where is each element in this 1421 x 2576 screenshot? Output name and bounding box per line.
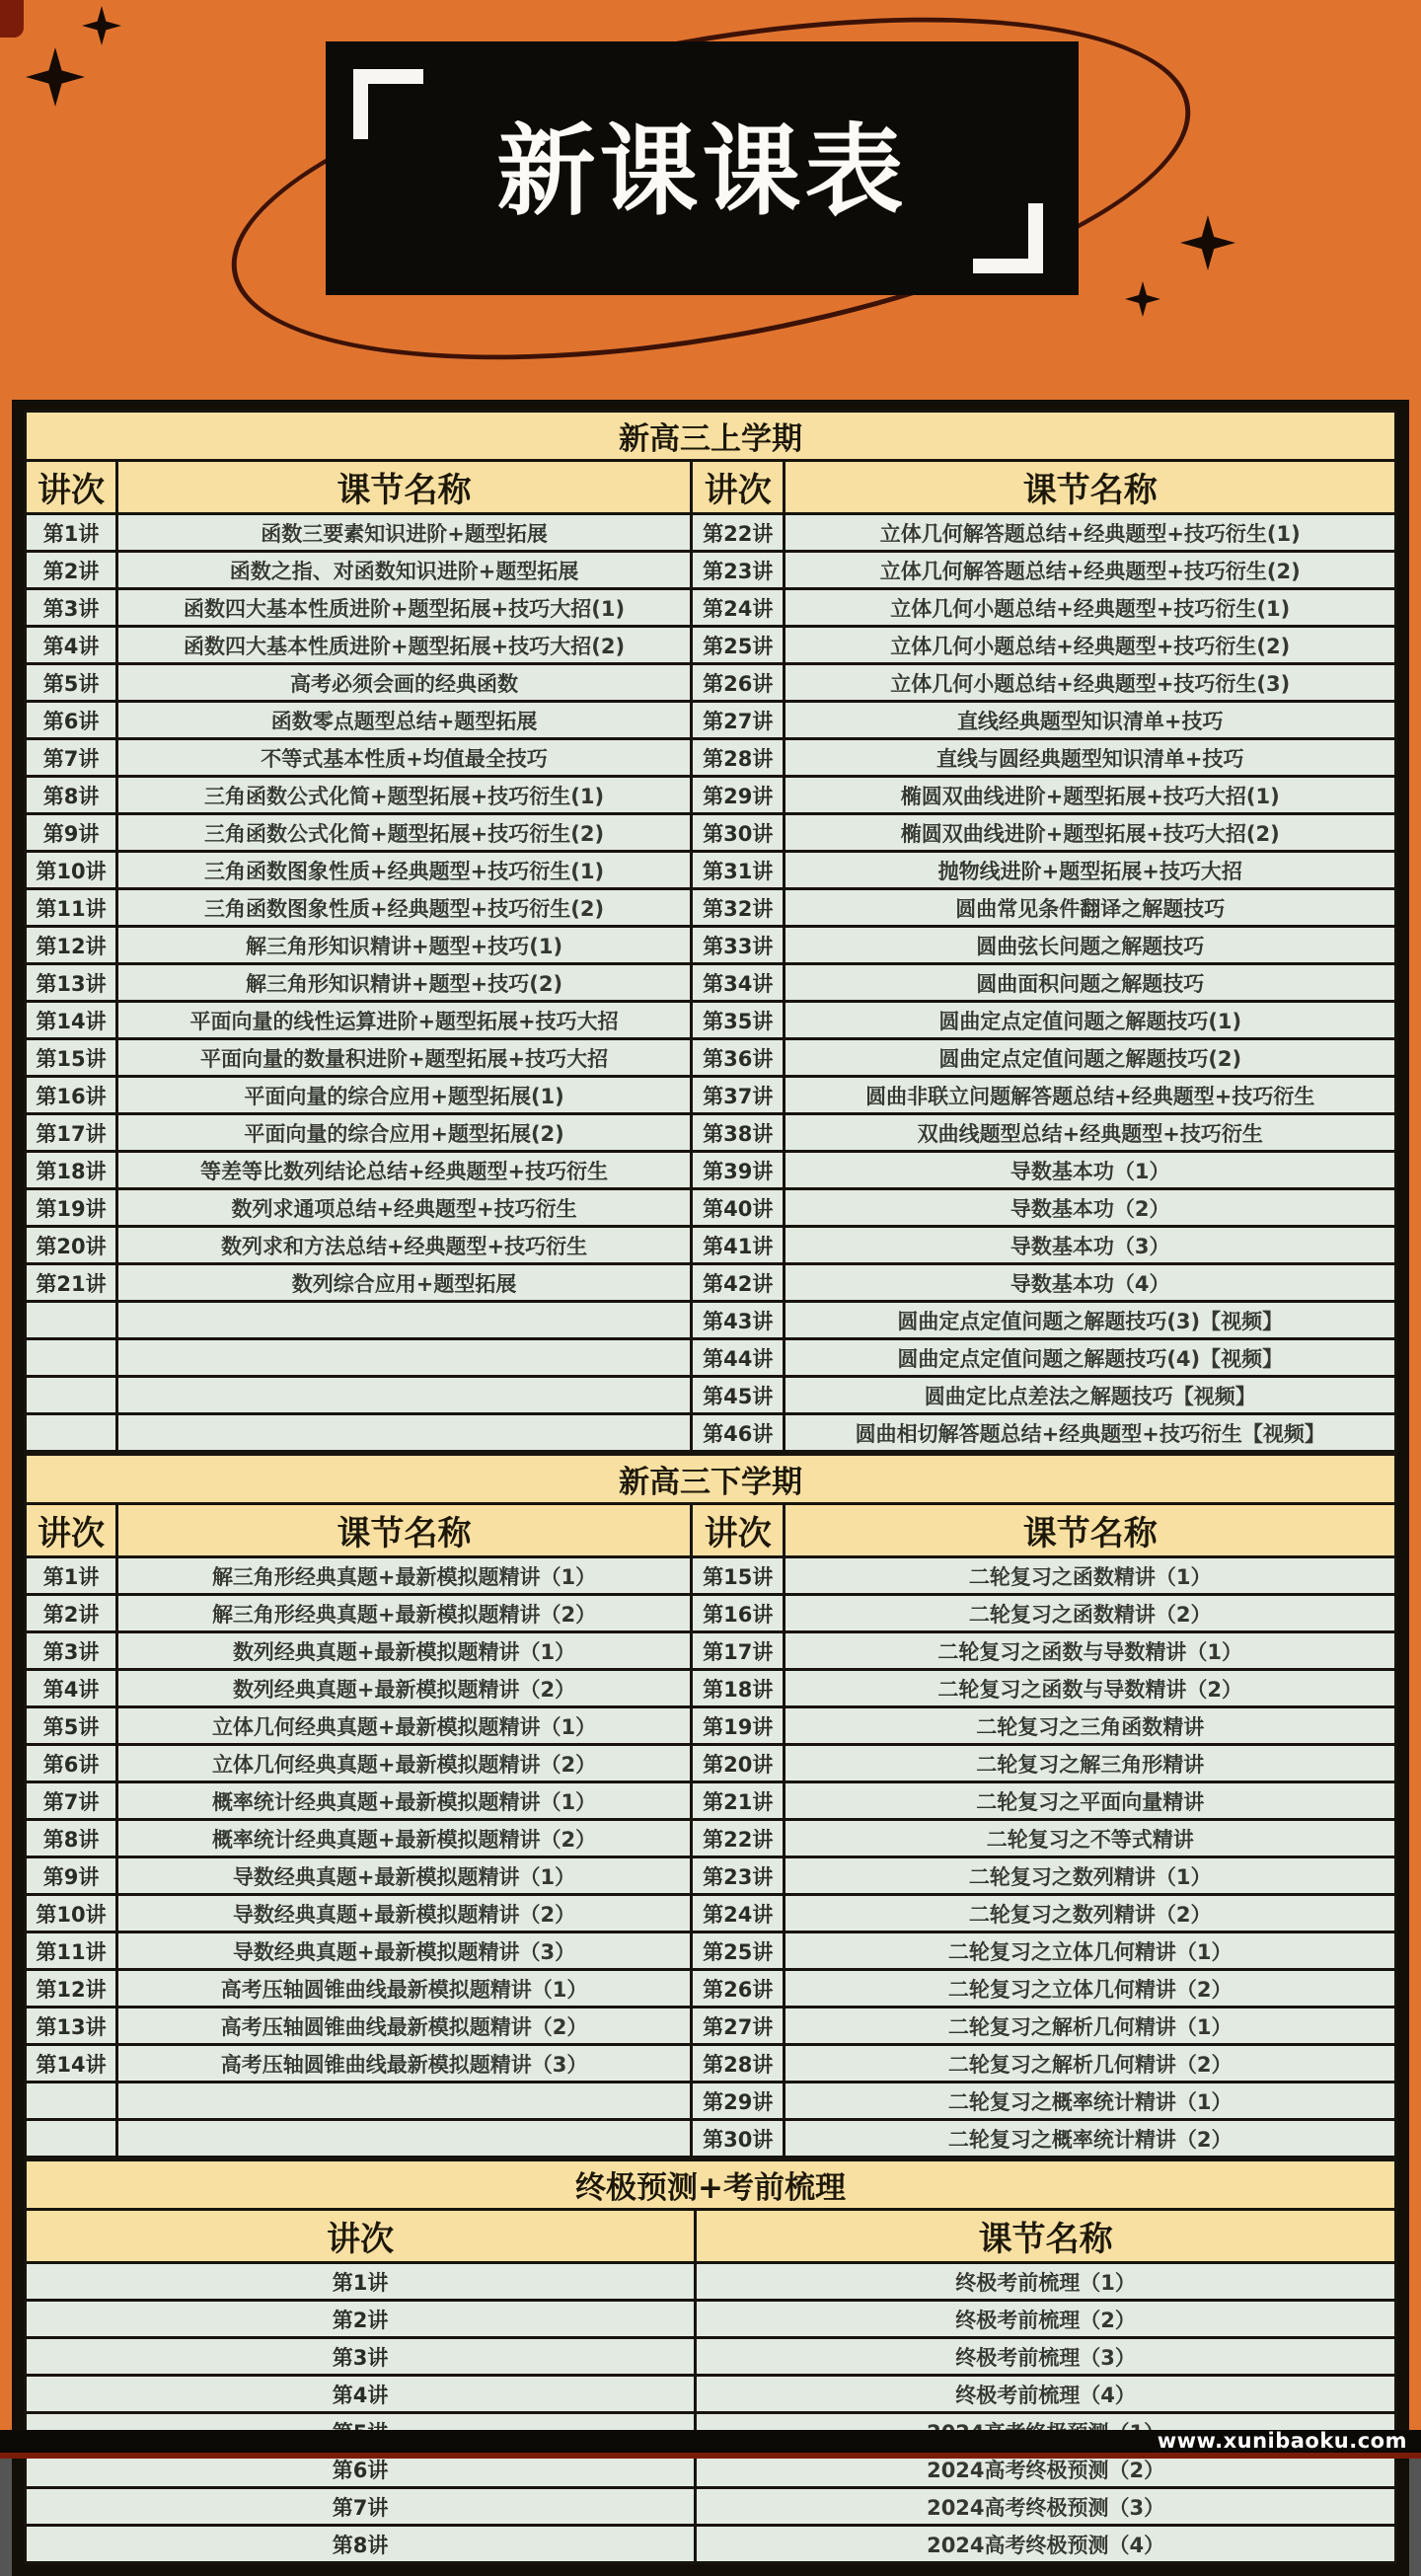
table-row [26,2376,1396,2413]
course-cell: 数列经典真题+最新模拟题精讲（2） [117,1670,692,1707]
course-cell: 二轮复习之解三角形精讲 [785,1745,1396,1782]
table-row [26,664,1396,702]
lecture-cell: 第15讲 [692,1557,785,1595]
course-cell [117,1339,692,1377]
course-cell: 立体几何经典真题+最新模拟题精讲（2） [117,1745,692,1782]
lecture-cell: 第25讲 [692,1932,785,1970]
course-cell: 平面向量的综合应用+题型拓展(2) [117,1114,692,1152]
table-row [26,589,1396,627]
lecture-cell: 第32讲 [692,889,785,927]
lecture-cell: 第18讲 [26,1152,117,1189]
lecture-cell: 第44讲 [692,1339,785,1377]
lecture-cell: 第25讲 [692,627,785,664]
lecture-cell: 第37讲 [692,1077,785,1114]
table-row [26,889,1396,927]
lecture-cell: 第29讲 [692,2083,785,2120]
lecture-cell: 第45讲 [692,1377,785,1414]
table-row [26,1077,1396,1114]
lecture-cell: 第14讲 [26,2045,117,2083]
lecture-cell: 第39讲 [692,1152,785,1189]
table-row [26,739,1396,777]
lecture-cell: 第30讲 [692,814,785,852]
table-row [26,1557,1396,1595]
table-row [26,2008,1396,2045]
lecture-cell: 第26讲 [692,1970,785,2008]
course-cell: 立体几何小题总结+经典题型+技巧衍生(1) [785,589,1396,627]
sparkle-star-icon [26,47,85,107]
lecture-cell: 第2讲 [26,1595,117,1632]
course-cell [117,1377,692,1414]
lecture-cell: 第20讲 [692,1745,785,1782]
course-cell: 终极考前梳理（1） [696,2263,1396,2301]
course-cell: 圆曲面积问题之解题技巧 [785,964,1396,1002]
table-row [26,1820,1396,1857]
schedule-table [12,400,1409,2576]
course-cell: 导数基本功（3） [785,1227,1396,1264]
course-cell [117,1302,692,1339]
course-cell: 三角函数图象性质+经典题型+技巧衍生(1) [117,852,692,889]
column-header: 课节名称 [696,2210,1396,2263]
course-cell: 二轮复习之解析几何精讲（1） [785,2008,1396,2045]
lecture-cell: 第1讲 [26,1557,117,1595]
course-cell: 圆曲定点定值问题之解题技巧(1) [785,1002,1396,1039]
course-cell: 圆曲常见条件翻译之解题技巧 [785,889,1396,927]
course-cell: 抛物线进阶+题型拓展+技巧大招 [785,852,1396,889]
course-cell: 椭圆双曲线进阶+题型拓展+技巧大招(1) [785,777,1396,814]
lecture-cell: 第24讲 [692,589,785,627]
course-cell: 二轮复习之平面向量精讲 [785,1782,1396,1820]
course-cell: 函数三要素知识进阶+题型拓展 [117,514,692,552]
course-cell: 数列经典真题+最新模拟题精讲（1） [117,1632,692,1670]
table-row [26,1707,1396,1745]
footer-bar [0,2430,1421,2459]
section-table-2 [24,1453,1397,2159]
course-cell: 导数经典真题+最新模拟题精讲（2） [117,1895,692,1932]
table-row [26,514,1396,552]
course-cell [117,2120,692,2158]
section-title: 新高三上学期 [26,412,1396,461]
title-banner [326,41,1079,295]
table-row [26,1302,1396,1339]
table-row [26,1745,1396,1782]
lecture-cell: 第6讲 [26,702,117,739]
course-cell: 二轮复习之数列精讲（2） [785,1895,1396,1932]
lecture-cell [26,1302,117,1339]
course-cell: 解三角形知识精讲+题型+技巧(2) [117,964,692,1002]
lecture-cell: 第27讲 [692,702,785,739]
table-row [26,2263,1396,2301]
table-row [26,2120,1396,2158]
course-cell: 圆曲定点定值问题之解题技巧(4)【视频】 [785,1339,1396,1377]
course-cell: 解三角形知识精讲+题型+技巧(1) [117,927,692,964]
course-cell: 平面向量的数量积进阶+题型拓展+技巧大招 [117,1039,692,1077]
course-cell: 解三角形经典真题+最新模拟题精讲（2） [117,1595,692,1632]
table-row [26,2083,1396,2120]
course-cell: 二轮复习之函数精讲（2） [785,1595,1396,1632]
course-cell: 二轮复习之立体几何精讲（1） [785,1932,1396,1970]
table-row [26,2301,1396,2338]
course-cell: 立体几何小题总结+经典题型+技巧衍生(2) [785,627,1396,664]
sparkle-star-icon [82,6,121,45]
lecture-cell: 第22讲 [692,1820,785,1857]
course-cell: 立体几何解答题总结+经典题型+技巧衍生(2) [785,552,1396,589]
course-cell: 2024高考终极预测（2） [696,2451,1396,2488]
course-cell: 二轮复习之数列精讲（1） [785,1857,1396,1895]
lecture-cell: 第28讲 [692,739,785,777]
course-cell: 圆曲非联立问题解答题总结+经典题型+技巧衍生 [785,1077,1396,1114]
table-row [26,1264,1396,1302]
page-title: 新课课表 [496,113,908,229]
lecture-cell: 第16讲 [692,1595,785,1632]
sparkle-star-icon [1180,215,1235,270]
course-cell: 二轮复习之解析几何精讲（2） [785,2045,1396,2083]
course-cell: 数列综合应用+题型拓展 [117,1264,692,1302]
course-cell: 2024高考终极预测（4） [696,2526,1396,2563]
lecture-cell: 第3讲 [26,2338,696,2376]
table-row [26,777,1396,814]
lecture-cell: 第21讲 [26,1264,117,1302]
course-cell: 函数四大基本性质进阶+题型拓展+技巧大招(1) [117,589,692,627]
course-cell: 终极考前梳理（4） [696,2376,1396,2413]
column-header: 课节名称 [117,1504,692,1557]
course-cell: 终极考前梳理（2） [696,2301,1396,2338]
course-cell: 高考压轴圆锥曲线最新模拟题精讲（2） [117,2008,692,2045]
table-row [26,1002,1396,1039]
table-row [26,964,1396,1002]
lecture-cell: 第5讲 [26,664,117,702]
course-cell: 不等式基本性质+均值最全技巧 [117,739,692,777]
lecture-cell: 第11讲 [26,1932,117,1970]
course-cell: 函数四大基本性质进阶+题型拓展+技巧大招(2) [117,627,692,664]
lecture-cell: 第36讲 [692,1039,785,1077]
lecture-cell: 第17讲 [26,1114,117,1152]
course-cell: 二轮复习之函数精讲（1） [785,1557,1396,1595]
course-cell: 导数经典真题+最新模拟题精讲（3） [117,1932,692,1970]
lecture-cell: 第30讲 [692,2120,785,2158]
course-cell: 圆曲定点定值问题之解题技巧(3)【视频】 [785,1302,1396,1339]
column-header: 课节名称 [117,461,692,514]
lecture-cell: 第15讲 [26,1039,117,1077]
lecture-cell: 第5讲 [26,1707,117,1745]
course-cell: 双曲线题型总结+经典题型+技巧衍生 [785,1114,1396,1152]
column-header: 讲次 [26,2210,696,2263]
lecture-cell [26,2120,117,2158]
course-cell: 圆曲相切解答题总结+经典题型+技巧衍生【视频】 [785,1414,1396,1452]
column-header: 课节名称 [785,461,1396,514]
course-cell: 立体几何解答题总结+经典题型+技巧衍生(1) [785,514,1396,552]
section-title: 新高三下学期 [26,1455,1396,1504]
lecture-cell: 第13讲 [26,964,117,1002]
watermark: www.xunibaoku.com [1157,2429,1407,2453]
lecture-cell: 第3讲 [26,589,117,627]
lecture-cell: 第42讲 [692,1264,785,1302]
table-row [26,852,1396,889]
course-cell: 二轮复习之三角函数精讲 [785,1707,1396,1745]
lecture-cell: 第19讲 [26,1189,117,1227]
lecture-cell: 第24讲 [692,1895,785,1932]
table-row [26,1152,1396,1189]
lecture-cell: 第13讲 [26,2008,117,2045]
course-cell: 导数基本功（1） [785,1152,1396,1189]
course-cell: 概率统计经典真题+最新模拟题精讲（2） [117,1820,692,1857]
course-cell: 平面向量的线性运算进阶+题型拓展+技巧大招 [117,1002,692,1039]
course-cell: 二轮复习之函数与导数精讲（2） [785,1670,1396,1707]
table-row [26,1670,1396,1707]
course-cell: 直线与圆经典题型知识清单+技巧 [785,739,1396,777]
table-row [26,1857,1396,1895]
lecture-cell: 第34讲 [692,964,785,1002]
course-cell: 导数基本功（2） [785,1189,1396,1227]
lecture-cell: 第20讲 [26,1227,117,1264]
column-header: 讲次 [26,461,117,514]
section-title: 终极预测+考前梳理 [26,2160,1396,2210]
course-cell: 终极考前梳理（3） [696,2338,1396,2376]
column-header: 讲次 [26,1504,117,1557]
table-row [26,1595,1396,1632]
lecture-cell [26,1414,117,1452]
sparkle-star-icon [1125,281,1160,317]
course-cell: 导数经典真题+最新模拟题精讲（1） [117,1857,692,1895]
course-cell: 三角函数图象性质+经典题型+技巧衍生(2) [117,889,692,927]
section-table-1 [24,410,1397,1453]
table-row [26,1227,1396,1264]
course-cell: 函数零点题型总结+题型拓展 [117,702,692,739]
course-cell [117,2083,692,2120]
course-cell: 直线经典题型知识清单+技巧 [785,702,1396,739]
lecture-cell: 第21讲 [692,1782,785,1820]
course-cell [117,1414,692,1452]
lecture-cell: 第23讲 [692,1857,785,1895]
lecture-cell: 第31讲 [692,852,785,889]
lecture-cell: 第7讲 [26,1782,117,1820]
course-cell: 数列求和方法总结+经典题型+技巧衍生 [117,1227,692,1264]
table-row [26,1189,1396,1227]
lecture-cell: 第23讲 [692,552,785,589]
course-cell: 平面向量的综合应用+题型拓展(1) [117,1077,692,1114]
lecture-cell: 第33讲 [692,927,785,964]
lecture-cell: 第43讲 [692,1302,785,1339]
course-cell: 二轮复习之立体几何精讲（2） [785,1970,1396,2008]
table-row [26,627,1396,664]
course-cell: 椭圆双曲线进阶+题型拓展+技巧大招(2) [785,814,1396,852]
lecture-cell: 第4讲 [26,2376,696,2413]
table-row [26,1632,1396,1670]
course-cell: 二轮复习之概率统计精讲（2） [785,2120,1396,2158]
lecture-cell: 第12讲 [26,927,117,964]
schedule-sections [24,410,1397,2564]
corner-mark [0,0,24,38]
table-row [26,1339,1396,1377]
lecture-cell [26,1377,117,1414]
table-row [26,1114,1396,1152]
lecture-cell: 第6讲 [26,2451,696,2488]
lecture-cell: 第9讲 [26,1857,117,1895]
table-row [26,1970,1396,2008]
lecture-cell: 第7讲 [26,2488,696,2526]
lecture-cell: 第11讲 [26,889,117,927]
lecture-cell: 第35讲 [692,1002,785,1039]
course-cell: 高考压轴圆锥曲线最新模拟题精讲（3） [117,2045,692,2083]
table-row [26,1895,1396,1932]
table-row [26,2526,1396,2563]
lecture-cell: 第10讲 [26,852,117,889]
table-row [26,1414,1396,1452]
course-cell: 函数之指、对函数知识进阶+题型拓展 [117,552,692,589]
lecture-cell: 第4讲 [26,627,117,664]
lecture-cell: 第18讲 [692,1670,785,1707]
lecture-cell: 第46讲 [692,1414,785,1452]
lecture-cell: 第3讲 [26,1632,117,1670]
lecture-cell [26,1339,117,1377]
lecture-cell: 第8讲 [26,2526,696,2563]
table-row [26,2338,1396,2376]
table-row [26,814,1396,852]
course-cell: 高考压轴圆锥曲线最新模拟题精讲（1） [117,1970,692,2008]
course-cell: 立体几何经典真题+最新模拟题精讲（1） [117,1707,692,1745]
lecture-cell: 第1讲 [26,514,117,552]
course-cell: 数列求通项总结+经典题型+技巧衍生 [117,1189,692,1227]
course-cell: 三角函数公式化简+题型拓展+技巧衍生(2) [117,814,692,852]
lecture-cell: 第27讲 [692,2008,785,2045]
table-row [26,927,1396,964]
table-row [26,2045,1396,2083]
lecture-cell: 第6讲 [26,1745,117,1782]
table-row [26,1932,1396,1970]
course-cell: 三角函数公式化简+题型拓展+技巧衍生(1) [117,777,692,814]
lecture-cell: 第2讲 [26,552,117,589]
table-row [26,2488,1396,2526]
lecture-cell: 第1讲 [26,2263,696,2301]
course-cell: 二轮复习之概率统计精讲（1） [785,2083,1396,2120]
lecture-cell: 第40讲 [692,1189,785,1227]
lecture-cell: 第8讲 [26,1820,117,1857]
course-cell: 立体几何小题总结+经典题型+技巧衍生(3) [785,664,1396,702]
table-row [26,1782,1396,1820]
course-cell: 等差等比数列结论总结+经典题型+技巧衍生 [117,1152,692,1189]
close-corner-bracket-icon [973,203,1043,273]
lecture-cell: 第10讲 [26,1895,117,1932]
course-cell: 二轮复习之不等式精讲 [785,1820,1396,1857]
course-cell: 圆曲定点定值问题之解题技巧(2) [785,1039,1396,1077]
lecture-cell: 第29讲 [692,777,785,814]
course-cell: 导数基本功（4） [785,1264,1396,1302]
lecture-cell: 第16讲 [26,1077,117,1114]
lecture-cell: 第12讲 [26,1970,117,2008]
lecture-cell: 第14讲 [26,1002,117,1039]
lecture-cell: 第22讲 [692,514,785,552]
course-cell: 二轮复习之函数与导数精讲（1） [785,1632,1396,1670]
column-header: 课节名称 [785,1504,1396,1557]
table-row [26,702,1396,739]
lecture-cell: 第9讲 [26,814,117,852]
table-row [26,1039,1396,1077]
course-cell: 圆曲定比点差法之解题技巧【视频】 [785,1377,1396,1414]
lecture-cell [26,2083,117,2120]
lecture-cell: 第17讲 [692,1632,785,1670]
section-table-3 [24,2159,1397,2564]
lecture-cell: 第4讲 [26,1670,117,1707]
table-row [26,552,1396,589]
lecture-cell: 第41讲 [692,1227,785,1264]
course-cell: 2024高考终极预测（3） [696,2488,1396,2526]
course-cell: 概率统计经典真题+最新模拟题精讲（1） [117,1782,692,1820]
lecture-cell: 第26讲 [692,664,785,702]
column-header: 讲次 [692,1504,785,1557]
lecture-cell: 第28讲 [692,2045,785,2083]
course-cell: 圆曲弦长问题之解题技巧 [785,927,1396,964]
lecture-cell: 第38讲 [692,1114,785,1152]
lecture-cell: 第19讲 [692,1707,785,1745]
table-row [26,1377,1396,1414]
column-header: 讲次 [692,461,785,514]
lecture-cell: 第2讲 [26,2301,696,2338]
lecture-cell: 第8讲 [26,777,117,814]
lecture-cell: 第7讲 [26,739,117,777]
course-cell: 解三角形经典真题+最新模拟题精讲（1） [117,1557,692,1595]
course-cell: 高考必须会画的经典函数 [117,664,692,702]
